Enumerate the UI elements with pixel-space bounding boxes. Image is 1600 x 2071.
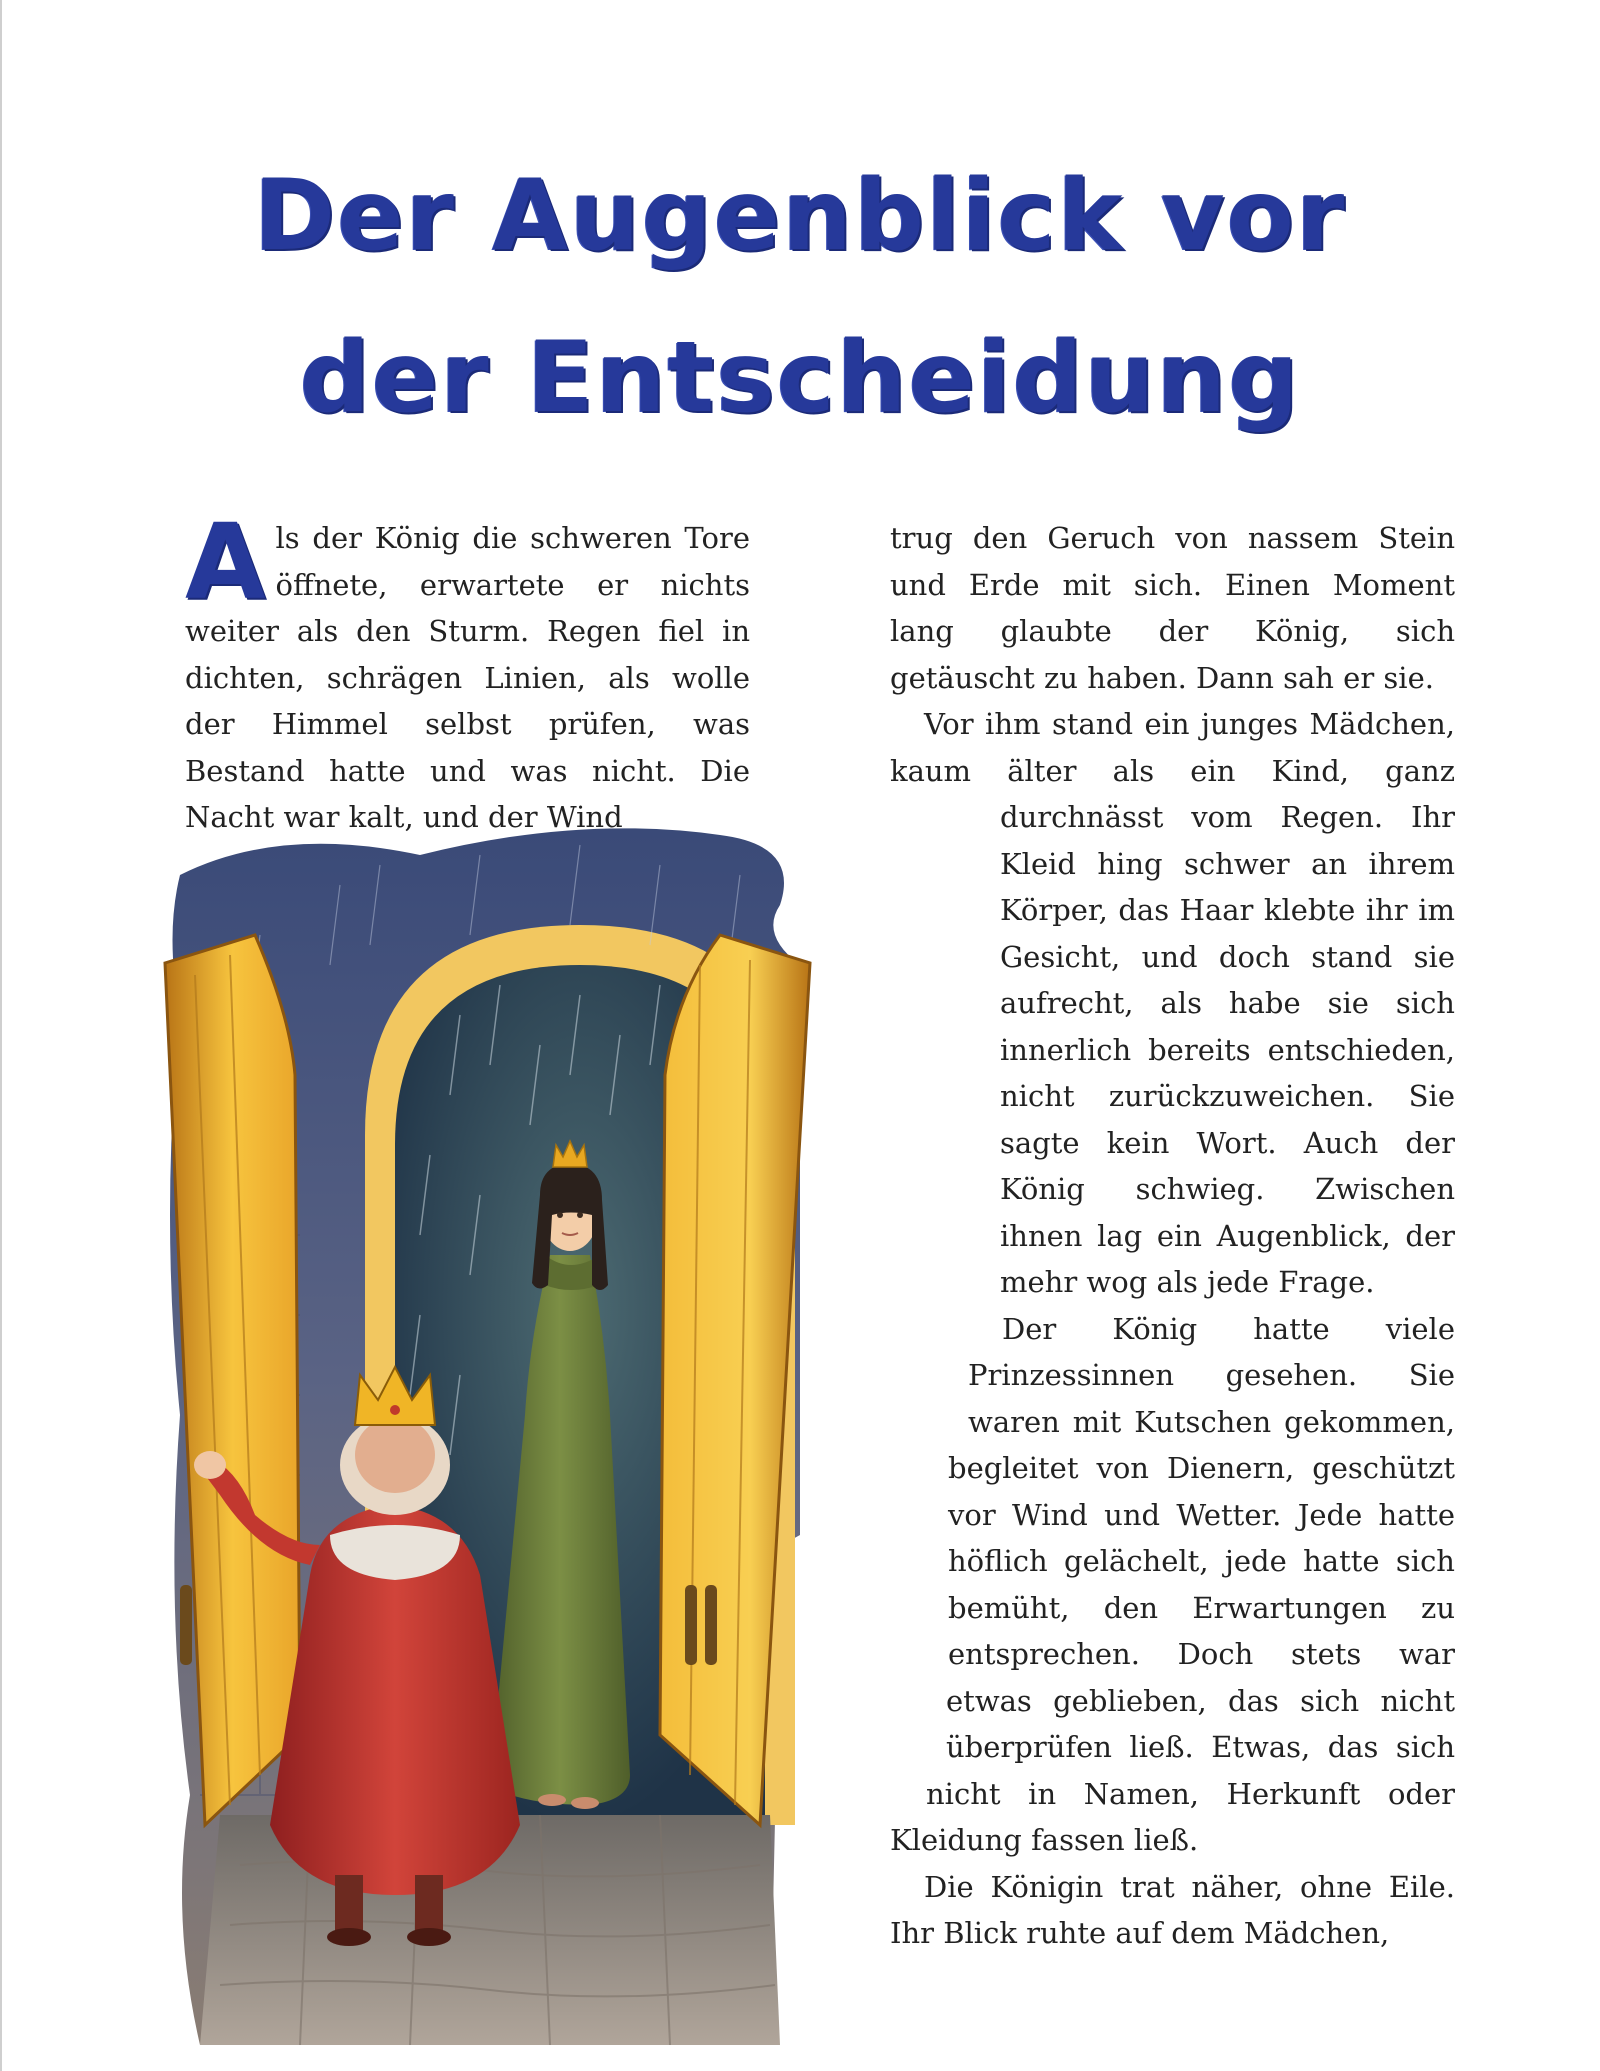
title-line-1: Der Augenblick vor <box>253 159 1347 273</box>
left-text-column <box>185 501 750 841</box>
paragraph-4: Die Königin trat näher, ohne Eile. Ihr Blick ruhte auf dem Mädchen, <box>890 1869 1455 1950</box>
right-door-handle <box>685 1585 697 1665</box>
left-door-handle <box>180 1585 192 1665</box>
drop-cap: A <box>185 501 266 623</box>
paragraph-3: Der König hatte viele Prinzessinnen gesehen. Sie waren mit Kutschen gekommen, begleitet von Dienern, geschützt vor Wind und Wetter. Jede hatte höflich gelächelt, jede hatte sich bemüht, den Erwartungen zu entsprechen. Doch stets war etwas geblieben, das sich nicht überprüfen ließ. Etwas, das sich nicht in Namen, Herkunft oder Kleidung fassen ließ. <box>890 1311 1455 1857</box>
title-line-2: der Entscheidung <box>299 321 1301 435</box>
left-paragraph: ls der König die schweren Tore öffnete, erwartete er nichts weiter als den Sturm. Regen fiel in dichten, schrägen Linien, als wolle der Himmel selbst prüfen, was Bestand hatte und was nicht. Die Nacht war kalt, und der Wind <box>185 521 750 834</box>
paragraph-1: trug den Geruch von nassem Stein und Erde mit sich. Einen Moment lang glaubte der König, sich getäuscht zu haben. Dann sah er sie. <box>890 521 1455 695</box>
paragraph-2: Vor ihm stand ein junges Mädchen, kaum älter als ein Kind, ganz durchnässt vom Regen. Ihr Kleid hing schwer an ihrem Körper, das Haar klebte ihr im Gesicht, und doch stand sie aufrecht, als habe sie sich innerlich bereits entschieden, nicht zurückzuweichen. Sie sagte kein Wort. Auch der König schwieg. Zwischen ihnen lag ein Augenblick, der mehr wog als jede Frage. <box>890 707 1455 1299</box>
king-hand <box>194 1451 226 1479</box>
illustration-king-opens-doors <box>160 815 1000 2050</box>
page-title <box>0 135 1600 459</box>
